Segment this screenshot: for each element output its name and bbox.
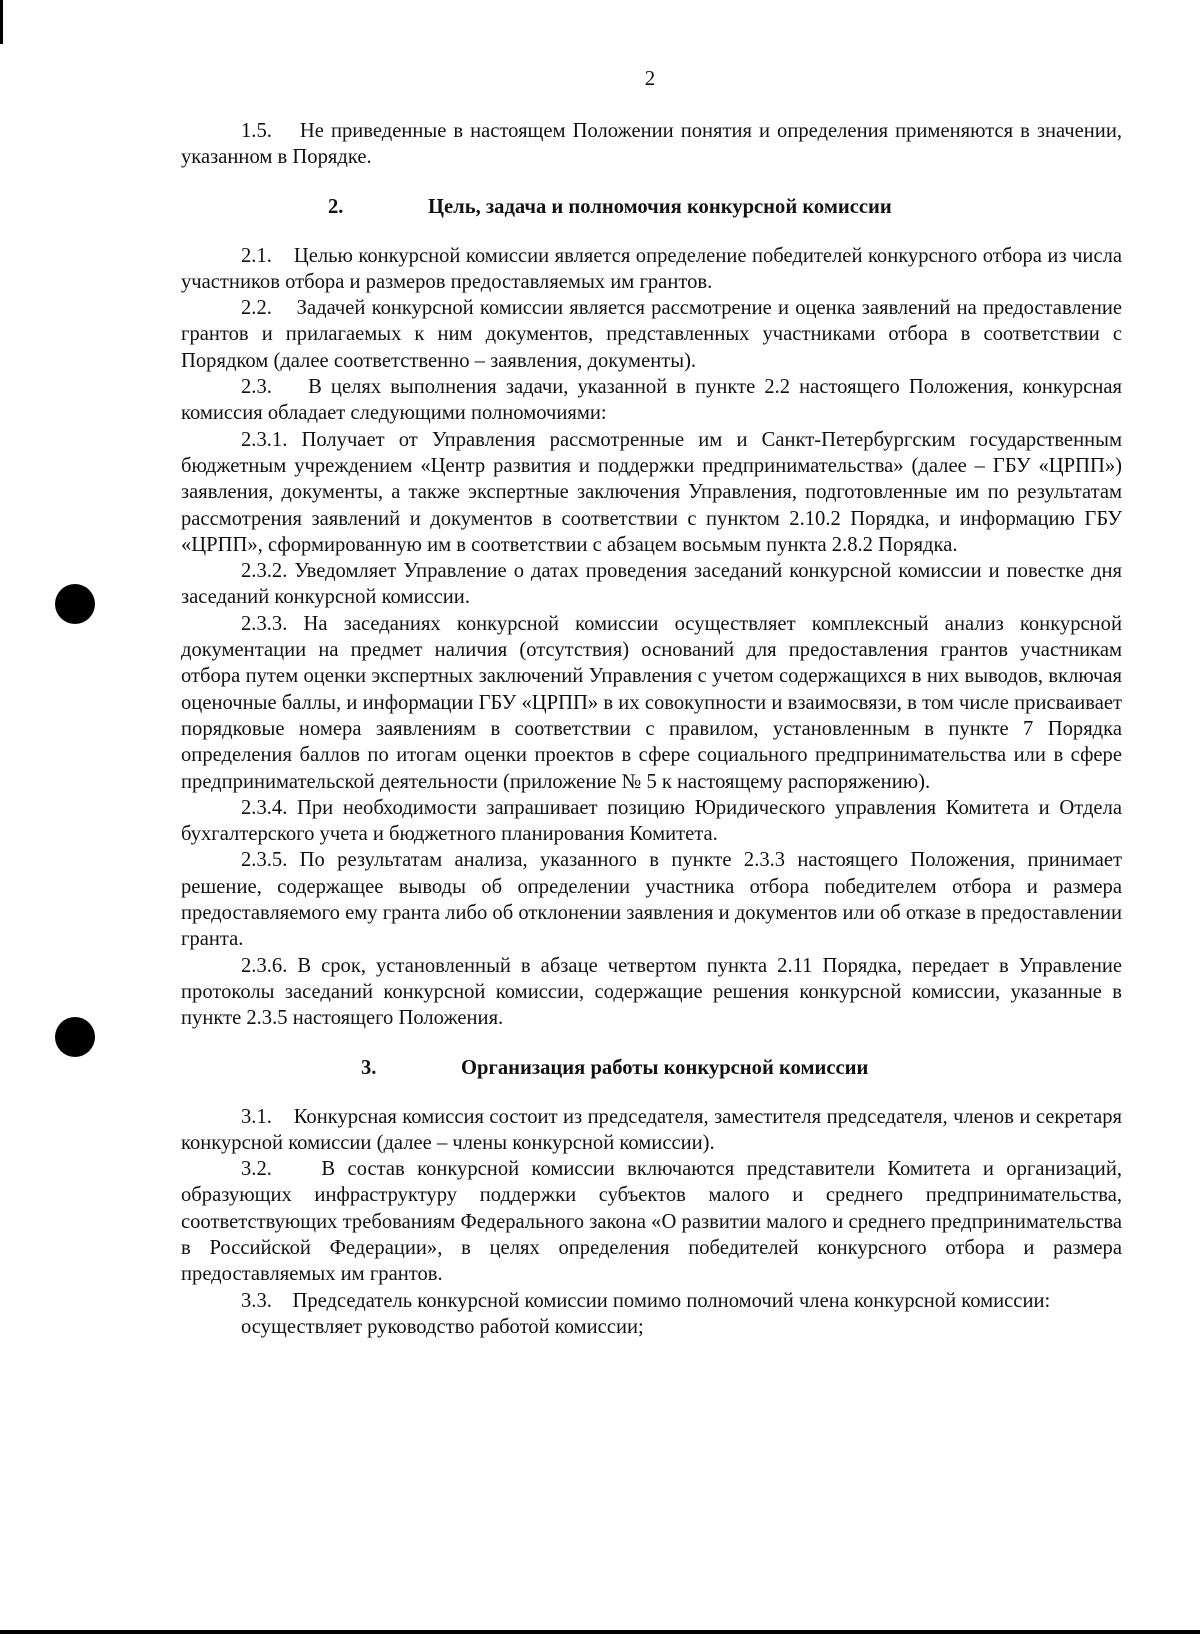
page-number: 2 bbox=[644, 66, 656, 90]
paragraph-3-2: 3.2. В состав конкурсной комиссии включаются представители Комитета и организаций, образующих инфраструктуру поддержки субъектов малого и среднего предпринимательства, соответствующих требованиям Федерального закона «О развитии малого и среднего предпринимательства в Российской Федерации», в целях определения победителей конкурсного отбора и размера предоставляемых им грантов. bbox=[181, 1158, 1122, 1286]
paragraph-2-1: 2.1. Целью конкурсной комиссии является определение победителей конкурсного отбора из числа участников отбора и размеров предоставляемых им грантов. bbox=[181, 244, 1122, 293]
paragraph-2-3-2: 2.3.2. Уведомляет Управление о датах проведения заседаний конкурсной комиссии и повестке дня заседаний конкурсной комиссии. bbox=[181, 560, 1122, 609]
document-body bbox=[181, 118, 1122, 1340]
paragraph-3-3: 3.3. Председатель конкурсной комиссии помимо полномочий члена конкурсной комиссии: bbox=[241, 1289, 1051, 1312]
section-3-number: 3. bbox=[361, 1056, 377, 1079]
paragraph-2-2: 2.2. Задачей конкурсной комиссии является рассмотрение и оценка заявлений на предоставление грантов и прилагаемых к ним документов, представленных участниками отбора в соответствии с Порядком (далее соответственно – заявления, документы). bbox=[181, 297, 1122, 372]
section-2-title: Цель, задача и полномочия конкурсной комиссии bbox=[428, 195, 892, 218]
paragraph-3-1: 3.1. Конкурсная комиссия состоит из председателя, заместителя председателя, членов и секретаря конкурсной комиссии (далее – члены конкурсной комиссии). bbox=[181, 1105, 1122, 1154]
paragraph-2-3: 2.3. В целях выполнения задачи, указанной в пункте 2.2 настоящего Положения, конкурсная комиссия обладает следующими полномочиями: bbox=[181, 376, 1122, 425]
section-3-title: Организация работы конкурсной комиссии bbox=[461, 1056, 869, 1079]
punch-hole-mark bbox=[55, 1017, 95, 1057]
paragraph-1-5: 1.5. Не приведенные в настоящем Положении понятия и определения применяются в значении, указанном в Порядке. bbox=[181, 120, 1122, 169]
section-2-heading bbox=[181, 193, 1122, 221]
paragraph-2-3-1: 2.3.1. Получает от Управления рассмотренные им и Санкт-Петербургским государственным бюджетным учреждением «Центр развития и поддержки предпринимательства» (далее – ГБУ «ЦРПП») заявления, документы, а также экспертные заключения Управления, подготовленные им по результатам рассмотрения заявлений и документов в соответствии с пунктом 2.10.2 Порядка, и информацию ГБУ «ЦРПП», сформированную им в соответствии с абзацем восьмым пункта 2.8.2 Порядка. bbox=[181, 428, 1122, 556]
punch-hole-mark bbox=[55, 584, 95, 624]
scan-edge-bottom bbox=[0, 1630, 1200, 1634]
paragraph-2-3-6: 2.3.6. В срок, установленный в абзаце четвертом пункта 2.11 Порядка, передает в Управление протоколы заседаний конкурсной комиссии, содержащие решения конкурсной комиссии, указанные в пункте 2.3.5 настоящего Положения. bbox=[181, 954, 1122, 1030]
paragraph-2-3-5: 2.3.5. По результатам анализа, указанного в пункте 2.3.3 настоящего Положения, принимает решение, содержащее выводы об определении участника отбора победителем отбора и размера предоставляемого ему гранта либо об отклонении заявления и документов или об отказе в предоставлении гранта. bbox=[181, 849, 1122, 951]
scan-edge-left bbox=[0, 0, 3, 44]
paragraph-2-3-3: 2.3.3. На заседаниях конкурсной комиссии осуществляет комплексный анализ конкурсной документации на предмет наличия (отсутствия) оснований для предоставления грантов участникам отбора путем оценки экспертных заключений Управления с учетом содержащихся в них выводов, включая оценочные баллы, и информации ГБУ «ЦРПП» в их совокупности и взаимосвязи, в том числе присваивает порядковые номера заявлениям в соответствии с правилом, установленным в пункте 7 Порядка определения баллов по итогам оценки проектов в сфере социального предпринимательства или в сфере предпринимательской деятельности (приложение № 5 к настоящему распоряжению). bbox=[181, 612, 1122, 793]
section-3-heading bbox=[181, 1054, 1122, 1082]
section-2-number: 2. bbox=[328, 195, 344, 218]
paragraph-3-3-item: осуществляет руководство работой комиссии; bbox=[241, 1315, 644, 1338]
paragraph-2-3-4: 2.3.4. При необходимости запрашивает позицию Юридического управления Комитета и Отдела бухгалтерского учета и бюджетного планирования Комитета. bbox=[181, 796, 1122, 846]
